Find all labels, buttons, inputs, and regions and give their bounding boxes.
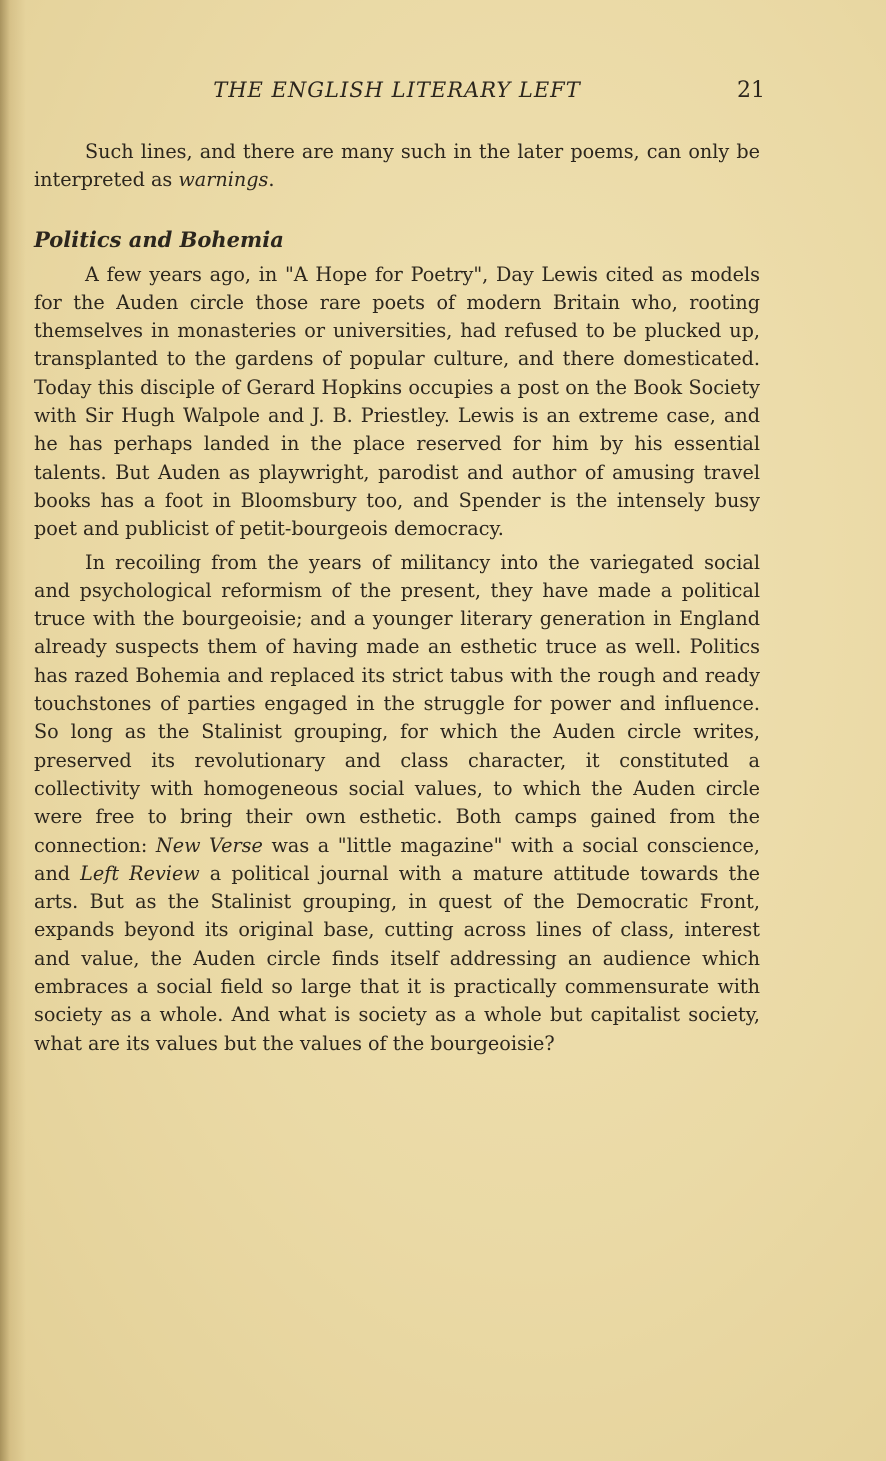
body-text bbox=[34, 138, 760, 1058]
paragraph-3 bbox=[34, 549, 760, 1058]
journal-title-new-verse: New Verse bbox=[155, 833, 263, 857]
paragraph-3-part-1: In recoiling from the years of militancy into the variegated social and psychological reformism of the present, they have made a political truce with the bourgeoisie; and a younger literary generation in England already suspects them of having made an esthetic truce as well. Politics has razed Bohemia and replaced its strict tabus with the rough and ready touchstones of parties engaged in the struggle for power and influence. So long as the Stalinist grouping, for which the Auden circle writes, preserved its revolutionary and class character, it constituted a collectivity with homogeneous social values, to which the Auden circle were free to bring their own esthetic. Both camps gained from the connection: bbox=[34, 550, 760, 857]
paragraph-1 bbox=[34, 138, 760, 195]
journal-title-left-review: Left Review bbox=[80, 861, 200, 885]
paragraph-1-text: Such lines, and there are many such in the later poems, can only be interpreted as bbox=[34, 140, 760, 192]
paragraph-1-italic: warnings bbox=[178, 168, 269, 192]
paragraph-3-part-2: was a "little magazine" with a social conscience, and bbox=[34, 833, 760, 885]
paragraph-2: A few years ago, in "A Hope for Poetry", Day Lewis cited as models for the Auden circle those rare poets of modern Britain who, rooting themselves in monasteries or universities, had refused to be plucked up, transplanted to the gardens of popular culture, and there domesticated. Today this disciple of Gerard Hopkins occupies a post on the Book Society with Sir Hugh Walpole and J. B. Priestley. Lewis is an extreme case, and he has perhaps landed in the place reserved for him by his essential talents. But Auden as playwright, parodist and author of amusing travel books has a foot in Bloomsbury too, and Spender is the intensely busy poet and publicist of petit-bourgeois democracy. bbox=[34, 262, 760, 541]
paragraph-3-part-3: a political journal with a mature attitude towards the arts. But as the Stalinist grouping, in quest of the Democratic Front, expands beyond its original base, cutting across lines of class, interest and value, the Auden circle finds itself addressing an audience which embraces a social field so large that it is practically commensurate with society as a whole. And what is society as a whole but capitalist society, what are its values but the values of the bourgeoisie? bbox=[34, 861, 760, 1055]
page-number: 21 bbox=[737, 78, 765, 103]
section-heading: Politics and Bohemia bbox=[34, 226, 284, 252]
running-title: THE ENGLISH LITERARY LEFT bbox=[213, 78, 581, 102]
running-header bbox=[34, 78, 765, 108]
paragraph-1-end: . bbox=[268, 168, 275, 192]
